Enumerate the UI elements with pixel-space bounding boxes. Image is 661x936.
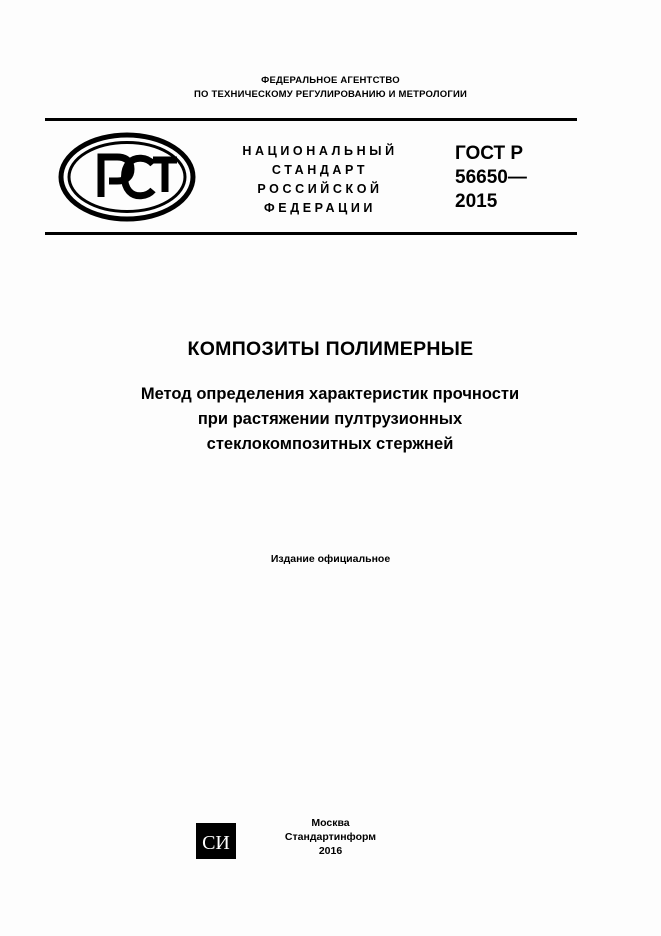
footer-city: Москва: [311, 817, 350, 829]
standard-word-2: СТАНДАРТ: [271, 163, 369, 177]
standartinform-logo-icon: [195, 822, 237, 860]
subtitle-line-3: стеклокомпозитных стержней: [206, 435, 454, 453]
edition-note: Издание официальное: [270, 553, 391, 565]
gost-line-2: 56650—: [455, 167, 527, 188]
svg-text:СИ: СИ: [201, 832, 230, 854]
divider-bottom: [45, 232, 577, 235]
page-title: КОМПОЗИТЫ ПОЛИМЕРНЫЕ: [187, 338, 474, 360]
agency-line-2: ПО ТЕХНИЧЕСКОМУ РЕГУЛИРОВАНИЮ И МЕТРОЛОГИИ: [194, 89, 467, 100]
document-footer: [0, 816, 661, 859]
standard-words: [210, 142, 430, 218]
standard-word-4: ФЕДЕРАЦИИ: [263, 201, 376, 215]
gost-r-emblem-icon: [57, 130, 197, 224]
divider-top: [45, 118, 577, 121]
standard-word-3: РОССИЙСКОЙ: [257, 182, 383, 196]
page-subtitle: [80, 382, 580, 457]
agency-line-1: ФЕДЕРАЛЬНОЕ АГЕНТСТВО: [261, 75, 400, 86]
footer-publisher: Стандартинформ: [284, 831, 377, 843]
gost-line-1: ГОСТ Р: [455, 143, 524, 164]
subtitle-line-1: Метод определения характеристик прочности: [140, 385, 520, 403]
gost-line-3: 2015: [455, 191, 498, 212]
gost-designation: [455, 142, 645, 214]
subtitle-line-2: при растяжении пултрузионных: [197, 410, 463, 428]
standard-word-1: НАЦИОНАЛЬНЫЙ: [242, 144, 398, 158]
agency-header: [0, 74, 661, 102]
footer-year: 2016: [318, 845, 343, 857]
